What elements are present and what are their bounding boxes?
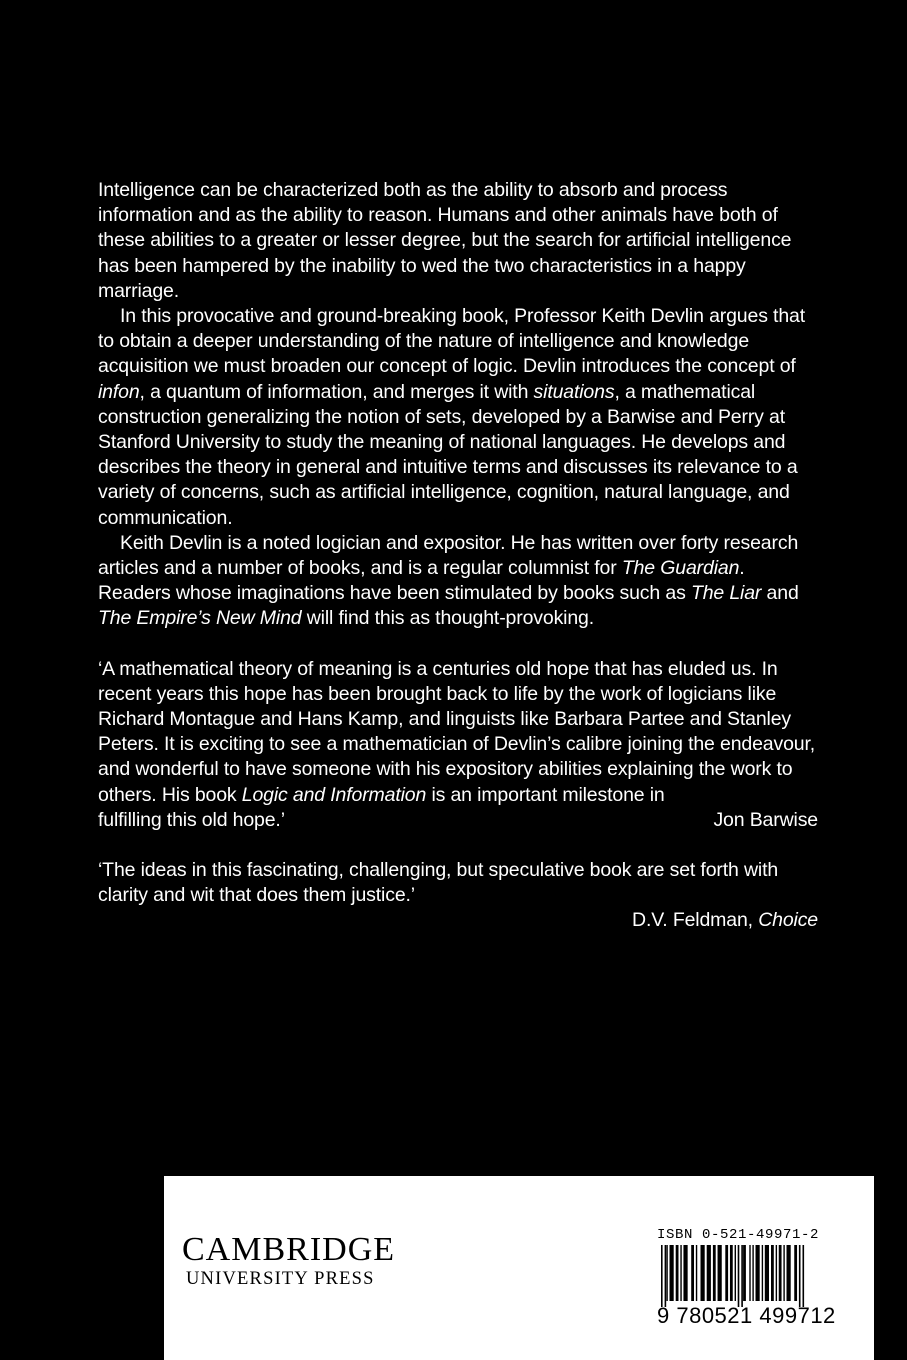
feldman-name: D.V. Feldman, <box>632 909 759 932</box>
barcode-bar <box>756 1245 760 1301</box>
blurb-paragraph-3 <box>98 531 818 632</box>
title-the-guardian: The Guardian <box>621 557 740 580</box>
barcode-guard-bar <box>665 1245 667 1307</box>
barcode-bar <box>701 1245 705 1301</box>
barcode-bar <box>771 1245 774 1301</box>
barcode-guard-bar <box>741 1245 743 1307</box>
term-situations: situations <box>533 380 615 403</box>
publisher-subtitle: UNIVERSITY PRESS <box>186 1269 375 1289</box>
barcode-bar <box>713 1245 716 1301</box>
publisher-barcode-panel <box>164 1176 874 1360</box>
barcode-bar <box>735 1245 736 1301</box>
barcode-guard-bar <box>803 1245 805 1307</box>
barcode-bar <box>743 1245 746 1301</box>
barcode-bar <box>707 1245 711 1301</box>
barcode-guard-bar <box>799 1245 801 1307</box>
quote-barwise-closing: fulfilling this old hope.’ <box>98 808 285 831</box>
barcode-bar <box>783 1245 784 1301</box>
blurb-p3-text-a: Keith Devlin is a noted logician and expositor. He has written over forty research articles and a number of books, and is a regular columnist for <box>98 531 799 580</box>
term-infon: infon <box>98 380 140 403</box>
barcode-bar <box>696 1245 697 1301</box>
blurb-p3-text-c: will find this as thought-provoking. <box>301 607 595 630</box>
review-quote-barwise <box>98 657 818 808</box>
blurb-paragraph-2 <box>98 304 818 531</box>
barcode-guard-bar <box>661 1245 663 1307</box>
blurb-p3-and: and <box>761 582 799 605</box>
barcode-bar <box>683 1245 687 1301</box>
barcode-bar <box>794 1245 797 1301</box>
barcode-bar <box>680 1245 681 1301</box>
quote-attribution-barwise: Jon Barwise <box>713 808 818 831</box>
cambridge-logo <box>182 1232 395 1290</box>
quote-barwise-text-a: ‘A mathematical theory of meaning is a centuries old hope that has eluded us. In recent years this hope has been brought back to life by the work of logicians like Richard Montague and Hans Kamp, and linguists like Barbara Partee and Stanley Peters. It is exciting to see a mathematician of Devlin’s calibre joining the endeavour, and wonderful to have someone with his expository abilities explaining the work to others. His book <box>98 657 816 806</box>
review-quote-feldman: ‘The ideas in this fascinating, challenging, but speculative book are set forth with clarity and wit that does them justice.’ <box>98 859 779 907</box>
barcode-bar <box>749 1245 750 1301</box>
barcode-bar <box>676 1245 679 1301</box>
source-choice: Choice <box>758 909 818 932</box>
quote-attribution-feldman <box>98 908 818 933</box>
barcode-bar <box>776 1245 777 1301</box>
barcode-bar <box>670 1245 674 1301</box>
title-logic-and-information: Logic and Information <box>241 783 427 806</box>
barcode-guard-bar <box>738 1245 740 1307</box>
ean-number: 9 780521 499712 <box>657 1303 836 1328</box>
blurb-p2-text-c: , a mathematical construction generalizing the notion of sets, developed by a Barwise and Perry at Stanford University to study the meaning of national languages. He develops and describes the theory in general and intuitive terms and discusses its relevance to a variety of concerns, such as artificial intelligence, cognition, natural language, and communication. <box>98 380 798 529</box>
barcode-bar <box>752 1245 753 1301</box>
barcode-bars <box>657 1245 847 1307</box>
barcode-bar <box>691 1245 694 1301</box>
barcode-bar <box>762 1245 763 1301</box>
blurb-p2-text-a: In this provocative and ground-breaking book, Professor Keith Devlin argues that to obtain a deeper understanding of the nature of intelligence and knowledge acquisition we must broaden our concept of logic. Devlin introduces the concept of <box>98 305 805 378</box>
barcode-bar <box>765 1245 769 1301</box>
quote-barwise-last-line <box>98 808 818 833</box>
publisher-name: CAMBRIDGE <box>182 1231 396 1268</box>
barcode-bar <box>666 1245 667 1301</box>
barcode-bar <box>779 1245 782 1301</box>
blurb-paragraph-1: Intelligence can be characterized both as the ability to absorb and process information and as the ability to reason. Humans and other animals have both of these abilities to a greater or lesser degree, but the search for artificial intelligence has been hampered by the inability to wed the two characteristics in a happy marriage. <box>98 179 792 302</box>
quote-barwise-text-b: is an important milestone in <box>426 783 665 806</box>
barcode-bar <box>730 1245 733 1301</box>
isbn-label: ISBN 0-521-49971-2 <box>657 1227 820 1243</box>
barcode-bar <box>718 1245 722 1301</box>
back-cover-blurb <box>98 178 818 934</box>
blurb-p3-text-b: . Readers whose imaginations have been stimulated by books such as <box>98 557 745 605</box>
barcode-bar <box>787 1245 791 1301</box>
title-the-liar: The Liar <box>690 582 762 605</box>
title-empires-new-mind: The Empire’s New Mind <box>98 607 302 630</box>
blurb-p2-text-b: , a quantum of information, and merges it with <box>139 380 534 403</box>
isbn-barcode <box>657 1227 847 1327</box>
barcode-bar <box>725 1245 728 1301</box>
